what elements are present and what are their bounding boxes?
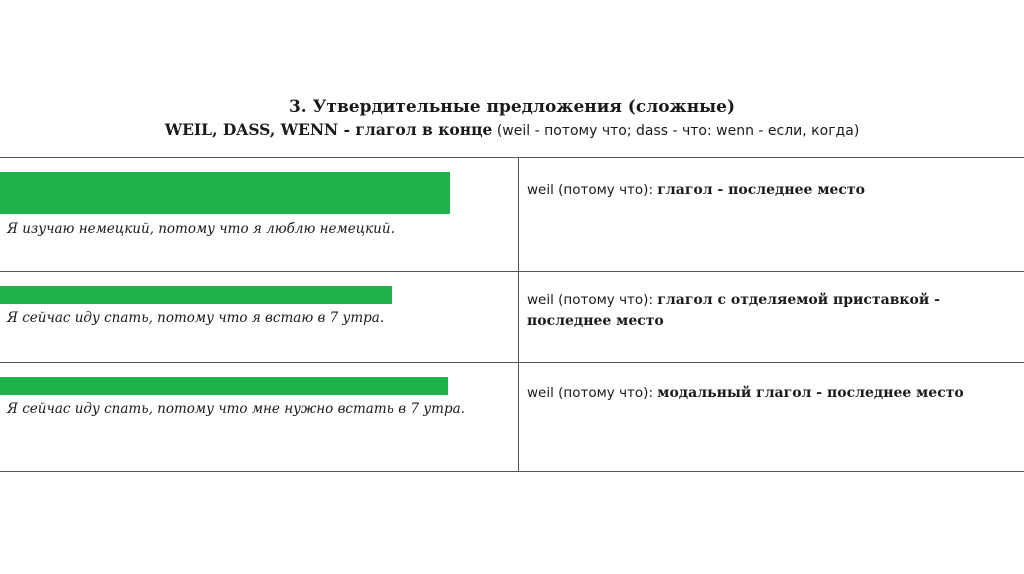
table-row <box>0 271 1024 362</box>
rule-prefix: weil (потому что): <box>527 182 658 198</box>
column-divider <box>518 272 519 362</box>
table-row <box>0 362 1024 471</box>
translation-text: Я изучаю немецкий, потому что я люблю немецкий. <box>7 221 395 237</box>
rule-text <box>527 383 987 404</box>
column-divider <box>518 363 519 471</box>
translation-text: Я сейчас иду спать, потому что мне нужно встать в 7 утра. <box>7 401 465 417</box>
rule-text <box>527 180 987 201</box>
heading-subtitle <box>0 119 1024 142</box>
slide-heading <box>0 96 1024 142</box>
heading-title: 3. Утвердительные предложения (сложные) <box>288 97 736 117</box>
translation-text: Я сейчас иду спать, потому что я встаю в 7 утра. <box>7 310 385 326</box>
rule-cell <box>527 363 997 471</box>
heading-subtitle-bold: WEIL, DASS, WENN - глагол в конце <box>164 120 493 139</box>
example-cell <box>0 158 518 271</box>
example-cell <box>0 363 518 471</box>
rule-cell <box>527 272 997 362</box>
heading-subtitle-normal: (weil - потому что; dass - что: wenn - если, когда) <box>492 123 860 139</box>
rule-bold: глагол с отделяемой приставкой - последнее место <box>527 292 940 329</box>
redaction-block <box>0 286 392 304</box>
rule-cell <box>527 158 997 271</box>
column-divider <box>518 158 519 271</box>
rule-bold: глагол - последнее место <box>657 182 865 198</box>
table-row <box>0 158 1024 271</box>
rule-bold: модальный глагол - последнее место <box>657 385 964 401</box>
grammar-table <box>0 157 1024 472</box>
rule-prefix: weil (потому что): <box>527 292 658 308</box>
redaction-block <box>0 172 450 214</box>
rule-prefix: weil (потому что): <box>527 385 658 401</box>
rule-text <box>527 290 987 332</box>
redaction-block <box>0 377 448 395</box>
example-cell <box>0 272 518 362</box>
